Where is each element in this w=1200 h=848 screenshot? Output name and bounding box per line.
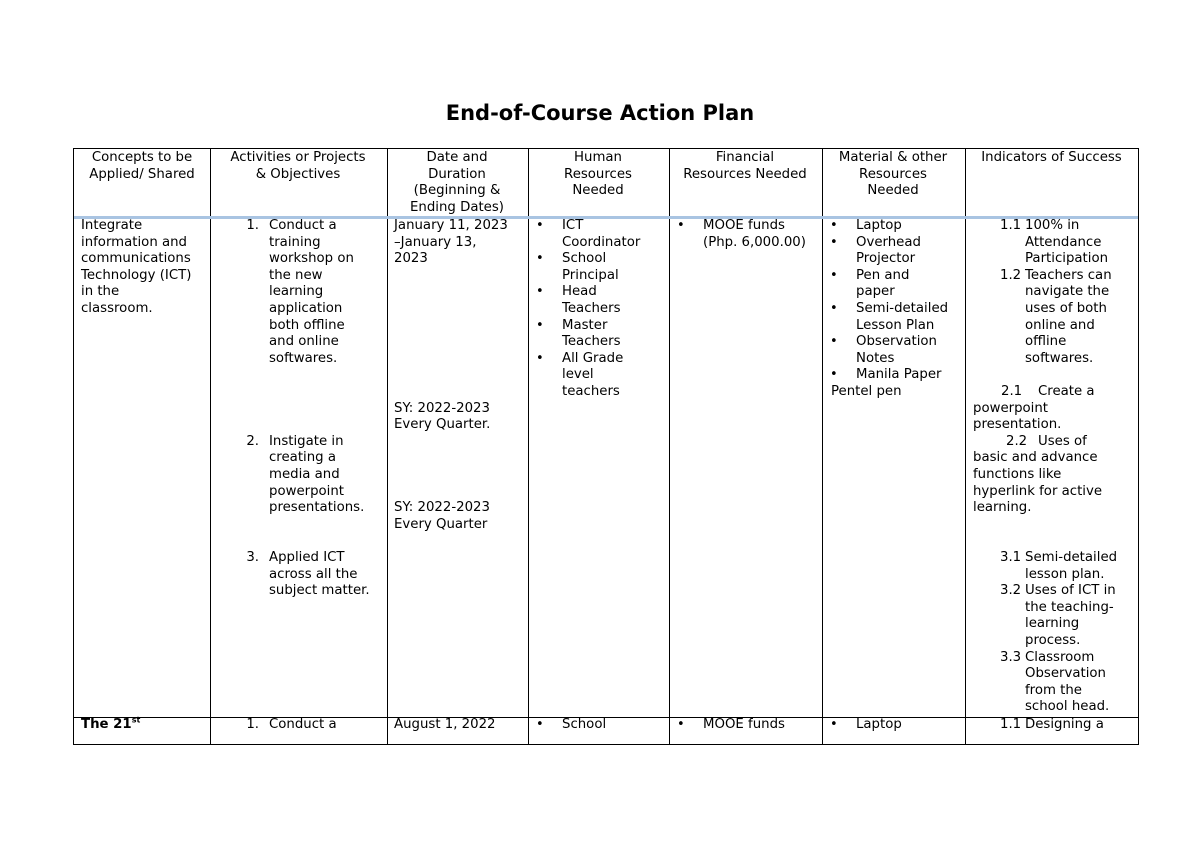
indicator-text: 100% in [1025, 218, 1080, 233]
column-header-line: Human [574, 150, 622, 165]
indicator-text: the teaching- [1025, 599, 1114, 615]
date-text: SY: 2022-2023 [394, 400, 490, 416]
financial-resource-item: MOOE funds [703, 218, 785, 233]
activity-text: both offline [269, 317, 345, 333]
activity-text: subject matter. [269, 583, 370, 599]
indicator-text: offline [1025, 334, 1067, 350]
material-item: paper [856, 284, 895, 300]
column-header-line: Resources Needed [683, 166, 807, 182]
material-item: Laptop [856, 717, 902, 732]
concept-text: The 21 [81, 717, 132, 732]
indicator-number: 2.1 [1001, 384, 1023, 399]
indicator-text: Uses of ICT in [1025, 583, 1116, 599]
bullet-icon: • [830, 334, 838, 350]
indicator-text: Attendance [1025, 234, 1102, 250]
indicator-number: 1.1 [1000, 717, 1022, 732]
indicator-text: softwares. [1025, 350, 1094, 366]
column-header-line: Resources [859, 166, 927, 182]
material-item: Observation [856, 334, 937, 350]
bullet-icon: • [830, 301, 838, 316]
material-item: Pen and [856, 267, 910, 283]
list-number: 2. [246, 433, 259, 449]
material-item: Laptop [856, 218, 902, 233]
concept-text: classroom. [81, 301, 153, 316]
indicator-text: basic and advance [973, 450, 1098, 466]
human-resource-item: Master [562, 317, 608, 333]
concept-text: communications [81, 251, 191, 267]
material-text: Pentel pen [831, 384, 902, 399]
activity-text: Instigate in [269, 433, 344, 449]
list-number: 1. [246, 717, 259, 732]
activity-text: workshop on [269, 251, 354, 267]
activity-text: Conduct a [269, 218, 337, 233]
column-header-line: Material & other [838, 150, 948, 165]
column-header-line: Financial [715, 150, 775, 165]
bullet-icon: • [830, 267, 838, 283]
financial-resource-item: MOOE funds [703, 717, 785, 732]
human-resource-item: level [562, 367, 594, 383]
activity-text: media and [269, 467, 340, 482]
concept-text: in the [81, 284, 120, 300]
activity-text: application [269, 301, 343, 316]
activity-text: learning [269, 284, 324, 300]
material-item: Lesson Plan [856, 317, 935, 333]
column-header-line: Ending Dates) [410, 199, 504, 215]
date-text: August 1, 2022 [394, 717, 496, 732]
material-item: Notes [856, 350, 895, 366]
indicator-text: Uses of [1038, 433, 1087, 449]
bullet-icon: • [536, 284, 544, 300]
activity-text: presentations. [269, 500, 365, 516]
bullet-icon: • [830, 717, 838, 732]
human-resource-item: Teachers [562, 334, 621, 350]
column-header [965, 150, 1138, 167]
concept-text: Integrate [81, 218, 143, 233]
indicator-text: from the [1025, 682, 1082, 698]
date-text: –January 13, [394, 234, 477, 250]
indicator-text: functions like [973, 467, 1062, 482]
bullet-icon: • [677, 717, 685, 732]
indicator-number: 1.2 [1000, 267, 1022, 283]
bullet-icon: • [677, 218, 685, 233]
indicator-text: Designing a [1025, 717, 1104, 732]
header-separator [74, 216, 1138, 219]
human-resource-item: Head [562, 284, 597, 300]
column-header [669, 150, 821, 183]
column-header [210, 150, 386, 183]
bullet-icon: • [536, 218, 544, 233]
human-resource-item: Teachers [562, 301, 621, 316]
material-item: Overhead [856, 234, 921, 250]
indicator-text: process. [1025, 633, 1081, 648]
date-text: SY: 2022-2023 [394, 500, 490, 516]
indicator-text: Teachers can [1025, 267, 1112, 283]
column-header-line: Indicators of Success [981, 150, 1122, 165]
material-item: Projector [856, 251, 916, 267]
column-divider [965, 149, 966, 744]
indicator-text: navigate the [1025, 284, 1110, 300]
list-number: 1. [246, 218, 259, 233]
column-header-line: Activities or Projects [230, 150, 366, 165]
column-header-line: Resources [564, 166, 632, 182]
bullet-icon: • [536, 350, 544, 366]
human-resource-item: Principal [562, 267, 619, 283]
material-item: Manila Paper [856, 367, 942, 383]
bullet-icon: • [536, 317, 544, 333]
activity-text: creating a [269, 450, 336, 466]
activity-text: Conduct a [269, 717, 337, 732]
financial-resource-item: (Php. 6,000.00) [703, 234, 806, 250]
indicator-text: Classroom [1025, 649, 1095, 665]
column-header-line: Needed [867, 183, 919, 199]
column-divider [669, 149, 670, 744]
superscript: st [131, 715, 141, 725]
indicator-text: school head. [1025, 699, 1110, 715]
date-text: 2023 [394, 251, 428, 267]
material-item: Semi-detailed [856, 301, 949, 316]
column-header-line: Date and [426, 150, 488, 165]
date-text: Every Quarter. [394, 417, 491, 433]
activity-text: softwares. [269, 350, 338, 366]
column-header [822, 150, 964, 200]
column-header-line: & Objectives [255, 166, 341, 182]
indicator-text: uses of both [1025, 301, 1107, 316]
indicator-text: learning [1025, 616, 1080, 632]
indicator-text: Observation [1025, 666, 1106, 682]
human-resource-item: teachers [562, 384, 620, 399]
human-resource-item: All Grade [562, 350, 624, 366]
concept-text [81, 717, 140, 734]
column-header-line: (Beginning & [413, 183, 501, 199]
column-header [387, 150, 527, 216]
page-title: End-of-Course Action Plan [445, 101, 755, 125]
column-header-line: Concepts to be [91, 150, 193, 165]
human-resource-item: ICT [562, 218, 584, 233]
column-header-line: Duration [428, 166, 486, 182]
bullet-icon: • [536, 717, 544, 732]
indicator-number: 2.2 [1006, 433, 1028, 449]
bullet-icon: • [830, 367, 838, 383]
column-header [75, 150, 209, 183]
activity-text: and online [269, 334, 339, 350]
indicator-text: learning. [973, 500, 1032, 516]
list-number: 3. [246, 550, 259, 565]
indicator-text: Semi-detailed [1025, 550, 1118, 565]
indicator-text: powerpoint [973, 400, 1049, 416]
column-header-line: Applied/ Shared [89, 166, 195, 182]
bullet-icon: • [536, 251, 544, 267]
indicator-text: lesson plan. [1025, 566, 1105, 582]
bullet-icon: • [830, 234, 838, 250]
activity-text: across all the [269, 566, 358, 582]
indicator-number: 3.2 [1000, 583, 1022, 599]
date-text: January 11, 2023 [394, 218, 508, 233]
column-divider [822, 149, 823, 744]
column-header [528, 150, 668, 200]
human-resource-item: Coordinator [562, 234, 641, 250]
concept-text: information and [81, 234, 187, 250]
indicator-text: Create a [1038, 384, 1095, 399]
column-header-line: Needed [572, 183, 624, 199]
indicator-number: 1.1 [1000, 218, 1022, 233]
activity-text: training [269, 234, 321, 250]
indicator-text: hyperlink for active [973, 483, 1103, 499]
indicator-text: online and [1025, 317, 1095, 333]
concept-text: Technology (ICT) [81, 267, 192, 283]
indicator-text: presentation. [973, 417, 1062, 433]
human-resource-item: School [562, 717, 607, 732]
indicator-number: 3.3 [1000, 649, 1022, 665]
human-resource-item: School [562, 251, 607, 267]
activity-text: the new [269, 267, 323, 283]
activity-text: powerpoint [269, 483, 345, 499]
column-divider [387, 149, 388, 744]
column-divider [210, 149, 211, 744]
indicator-text: Participation [1025, 251, 1109, 267]
bullet-icon: • [830, 218, 838, 233]
column-divider [528, 149, 529, 744]
activity-text: Applied ICT [269, 550, 345, 565]
date-text: Every Quarter [394, 516, 488, 532]
indicator-number: 3.1 [1000, 550, 1022, 565]
